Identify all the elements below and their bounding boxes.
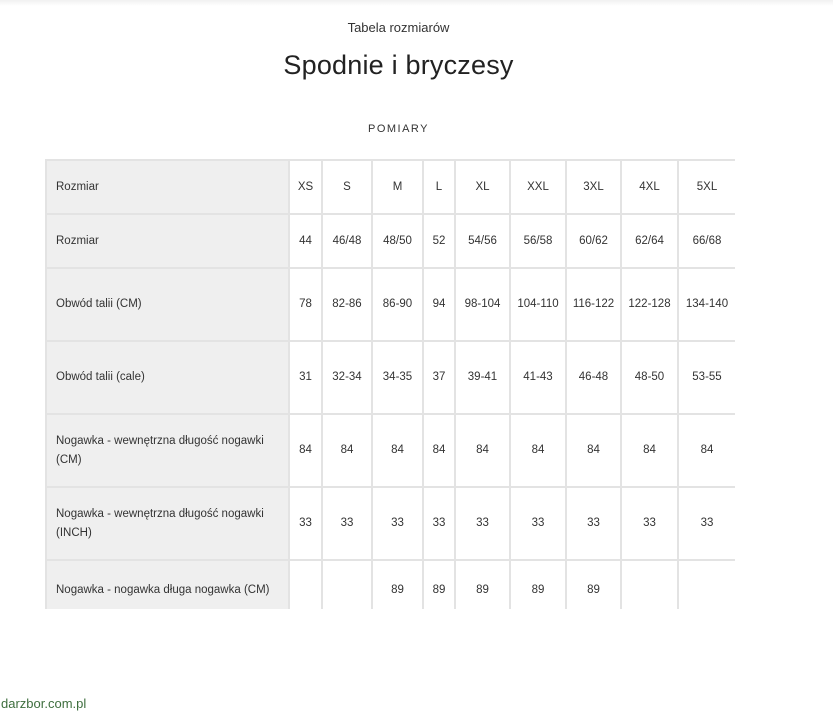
table-cell: 48-50: [621, 341, 678, 414]
table-cell: 44: [289, 214, 322, 268]
row-label: Nogawka - wewnętrzna długość nogawki (CM): [46, 414, 289, 487]
table-cell: 84: [423, 414, 455, 487]
table-row: [46, 560, 735, 609]
modal-subtitle: Tabela rozmiarów: [347, 20, 450, 35]
table-cell: 33: [455, 487, 510, 560]
table-cell: 33: [322, 487, 372, 560]
size-table-container[interactable]: [45, 159, 735, 609]
row-label: Nogawka - wewnętrzna długość nogawki (INCH): [46, 487, 289, 560]
table-row: [46, 268, 735, 341]
table-cell: 46-48: [566, 341, 621, 414]
column-header-size: XS: [289, 160, 322, 214]
table-cell: 31: [289, 341, 322, 414]
table-cell: [621, 560, 678, 609]
table-cell: 54/56: [455, 214, 510, 268]
table-cell: 52: [423, 214, 455, 268]
table-cell: 82-86: [322, 268, 372, 341]
table-cell: [322, 560, 372, 609]
table-cell: 33: [510, 487, 566, 560]
table-cell: 122-128: [621, 268, 678, 341]
column-header-size: 3XL: [566, 160, 621, 214]
size-table-body: [46, 160, 735, 609]
table-cell: 116-122: [566, 268, 621, 341]
table-cell: 89: [455, 560, 510, 609]
row-label: Rozmiar: [46, 214, 289, 268]
table-cell: 33: [678, 487, 735, 560]
table-cell: 56/58: [510, 214, 566, 268]
table-header-row: [46, 160, 735, 214]
table-cell: 84: [455, 414, 510, 487]
table-cell: 37: [423, 341, 455, 414]
table-cell: 33: [423, 487, 455, 560]
table-row: [46, 487, 735, 560]
column-header-size: 5XL: [678, 160, 735, 214]
table-cell: 84: [372, 414, 423, 487]
table-row: [46, 214, 735, 268]
table-cell: 66/68: [678, 214, 735, 268]
table-cell: 62/64: [621, 214, 678, 268]
table-cell: 33: [621, 487, 678, 560]
table-cell: 32-34: [322, 341, 372, 414]
table-cell: 98-104: [455, 268, 510, 341]
table-cell: 84: [322, 414, 372, 487]
table-cell: 34-35: [372, 341, 423, 414]
row-label: Obwód talii (CM): [46, 268, 289, 341]
table-cell: 134-140: [678, 268, 735, 341]
table-cell: 84: [510, 414, 566, 487]
table-cell: 84: [621, 414, 678, 487]
section-heading: POMIARY: [367, 123, 430, 135]
table-cell: 86-90: [372, 268, 423, 341]
column-header-label: Rozmiar: [46, 160, 289, 214]
table-cell: [678, 560, 735, 609]
table-cell: 89: [372, 560, 423, 609]
table-cell: 46/48: [322, 214, 372, 268]
column-header-size: XL: [455, 160, 510, 214]
table-cell: 53-55: [678, 341, 735, 414]
column-header-size: S: [322, 160, 372, 214]
table-cell: 84: [678, 414, 735, 487]
column-header-size: XXL: [510, 160, 566, 214]
size-table: [45, 159, 735, 609]
top-bar-shadow: [0, 0, 833, 6]
table-cell: 33: [289, 487, 322, 560]
column-header-size: 4XL: [621, 160, 678, 214]
table-cell: 94: [423, 268, 455, 341]
table-cell: 78: [289, 268, 322, 341]
table-cell: 60/62: [566, 214, 621, 268]
table-cell: 33: [372, 487, 423, 560]
table-row: [46, 341, 735, 414]
table-cell: 104-110: [510, 268, 566, 341]
table-row: [46, 414, 735, 487]
table-cell: 89: [566, 560, 621, 609]
table-cell: 84: [289, 414, 322, 487]
table-cell: 39-41: [455, 341, 510, 414]
table-cell: 33: [566, 487, 621, 560]
row-label: Obwód talii (cale): [46, 341, 289, 414]
table-cell: 48/50: [372, 214, 423, 268]
watermark: darzbor.com.pl: [1, 696, 87, 711]
table-cell: 89: [423, 560, 455, 609]
table-cell: 41-43: [510, 341, 566, 414]
page-title: Spodnie i bryczesy: [283, 50, 514, 80]
column-header-size: M: [372, 160, 423, 214]
column-header-size: L: [423, 160, 455, 214]
table-cell: 84: [566, 414, 621, 487]
table-cell: [289, 560, 322, 609]
table-cell: 89: [510, 560, 566, 609]
row-label: Nogawka - nogawka długa nogawka (CM): [46, 560, 289, 609]
